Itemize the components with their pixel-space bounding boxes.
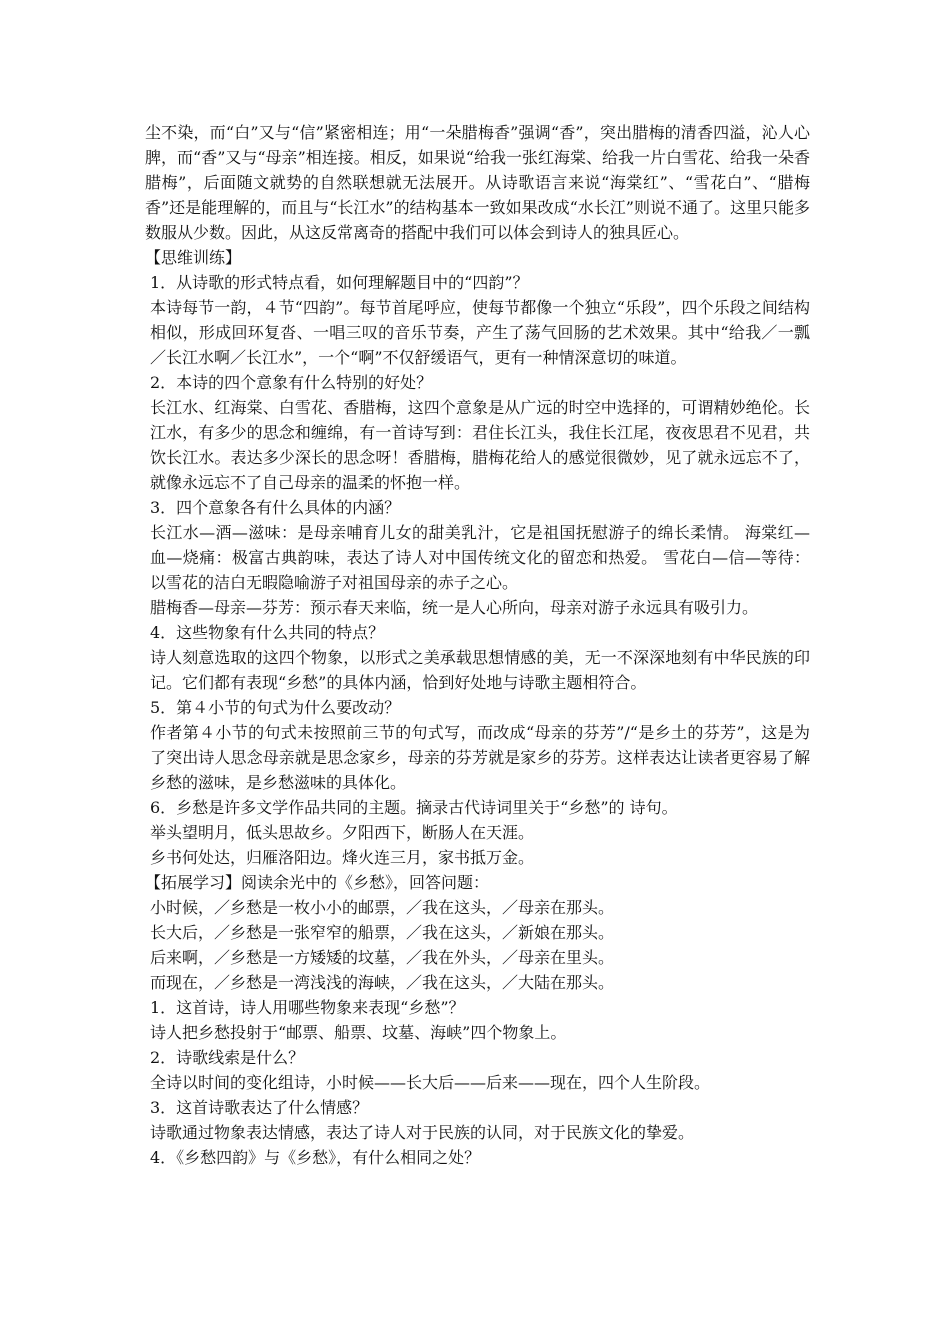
paragraph-analysis-continued: 尘不染，而“白”又与“信”紧密相连；用“一朵腊梅香”强调“香”，突出腊梅的清香四溢，沁人心脾，而“香”又与“母亲”相连接。相反，如果说“给我一张红海棠、给我一片白雪花、给我一朵香腊梅”，后面随文就势的自然联想就无法展开。从诗歌语言来说“海棠红”、“雪花白”、“腊梅香”还是能理解的，而且与“长江水”的结构基本一致如果改成“水长江”则说不通了。这里只能多数服从少数。因此，从这反常离奇的搭配中我们可以体会到诗人的独具匠心。 [145, 123, 810, 242]
answer-6a: 举头望明月，低头思故乡。夕阳西下，断肠人在天涯。 [150, 823, 535, 842]
answer-3b: 腊梅香—母亲—芬芳：预示春天来临，统一是人心所向，母亲对游子永远具有吸引力。 [150, 598, 759, 617]
answer-3a: 长江水—酒—滋味：是母亲哺育儿女的甜美乳汁，它是祖国抚慰游子的绵长柔情。 海棠红—血—烧痛：极富古典韵味，表达了诗人对中国传统文化的留恋和热爱。 雪花白—信—等待：以雪花的洁白无暇隐喻游子对祖国母亲的赤子之心。 [150, 523, 810, 592]
question-3: 3．四个意象各有什么具体的内涵？ [150, 498, 401, 517]
question-1: 1．从诗歌的形式特点看，如何理解题目中的“四韵”？ [150, 273, 529, 292]
poem-line-2: 长大后，／乡愁是一张窄窄的船票，／我在这头，／新娘在那头。 [150, 923, 615, 942]
poem-line-4: 而现在，／乡愁是一湾浅浅的海峡，／我在这头，／大陆在那头。 [150, 973, 615, 992]
question-5: 5．第４小节的句式为什么要改动？ [150, 698, 401, 717]
ext-question-1: 1．这首诗，诗人用哪些物象来表现“乡愁”？ [150, 998, 465, 1017]
ext-question-4: 4．《乡愁四韵》与《乡愁》，有什么相同之处？ [150, 1148, 481, 1167]
answer-5: 作者第４小节的句式未按照前三节的句式写，而改成“母亲的芬芳”/“是乡土的芬芳”，这是为了突出诗人思念母亲就是思念家乡，母亲的芬芳就是家乡的芬芳。这样表达让读者更容易了解乡愁的滋味，是乡愁滋味的具体化。 [150, 723, 810, 792]
answer-1: 本诗每节一韵，４节“四韵”。每节首尾呼应，使每节都像一个独立“乐段”，四个乐段之间结构相似，形成回环复沓、一唱三叹的音乐节奏，产生了荡气回肠的艺术效果。其中“给我／一瓢／长江水啊／长江水”，一个“啊”不仅舒缓语气，更有一种情深意切的味道。 [150, 298, 810, 367]
poem-line-1: 小时候，／乡愁是一枚小小的邮票，／我在这头，／母亲在那头。 [150, 898, 615, 917]
section-heading-thinking-training: 【思维训练】 [145, 248, 242, 267]
answer-6b: 乡书何处达，归雁洛阳边。烽火连三月，家书抵万金。 [150, 848, 535, 867]
question-4: 4．这些物象有什么共同的特点？ [150, 623, 385, 642]
answer-2: 长江水、红海棠、白雪花、香腊梅，这四个意象是从广远的时空中选择的，可谓精妙绝伦。长江水，有多少的思念和缠绵，有一首诗写到：君住长江头，我住长江尾，夜夜思君不见君，共饮长江水。表达多少深长的思念呀！香腊梅，腊梅花给人的感觉很微妙，见了就永远忘不了，就像永远忘不了自己母亲的温柔的怀抱一样。 [150, 398, 810, 492]
question-2: 2．本诗的四个意象有什么特别的好处？ [150, 373, 433, 392]
ext-question-2: 2．诗歌线索是什么？ [150, 1048, 305, 1067]
question-6: 6．乡愁是许多文学作品共同的主题。摘录古代诗词里关于“乡愁”的 诗句。 [150, 798, 678, 817]
document-body [145, 120, 810, 1170]
ext-answer-2: 全诗以时间的变化组诗，小时候——长大后——后来——现在，四个人生阶段。 [150, 1073, 711, 1092]
ext-question-3: 3．这首诗歌表达了什么情感？ [150, 1098, 369, 1117]
ext-answer-3: 诗歌通过物象表达情感，表达了诗人对于民族的认同，对于民族文化的挚爱。 [150, 1123, 695, 1142]
section-heading-extension: 【拓展学习】阅读余光中的《乡愁》，回答问题： [145, 873, 490, 892]
ext-answer-1: 诗人把乡愁投射于“邮票、船票、坟墓、海峡”四个物象上。 [150, 1023, 567, 1042]
poem-line-3: 后来啊，／乡愁是一方矮矮的坟墓，／我在外头，／母亲在里头。 [150, 948, 615, 967]
answer-4: 诗人刻意选取的这四个物象，以形式之美承载思想情感的美，无一不深深地刻有中华民族的印记。它们都有表现“乡愁”的具体内涵，恰到好处地与诗歌主题相符合。 [150, 648, 810, 692]
